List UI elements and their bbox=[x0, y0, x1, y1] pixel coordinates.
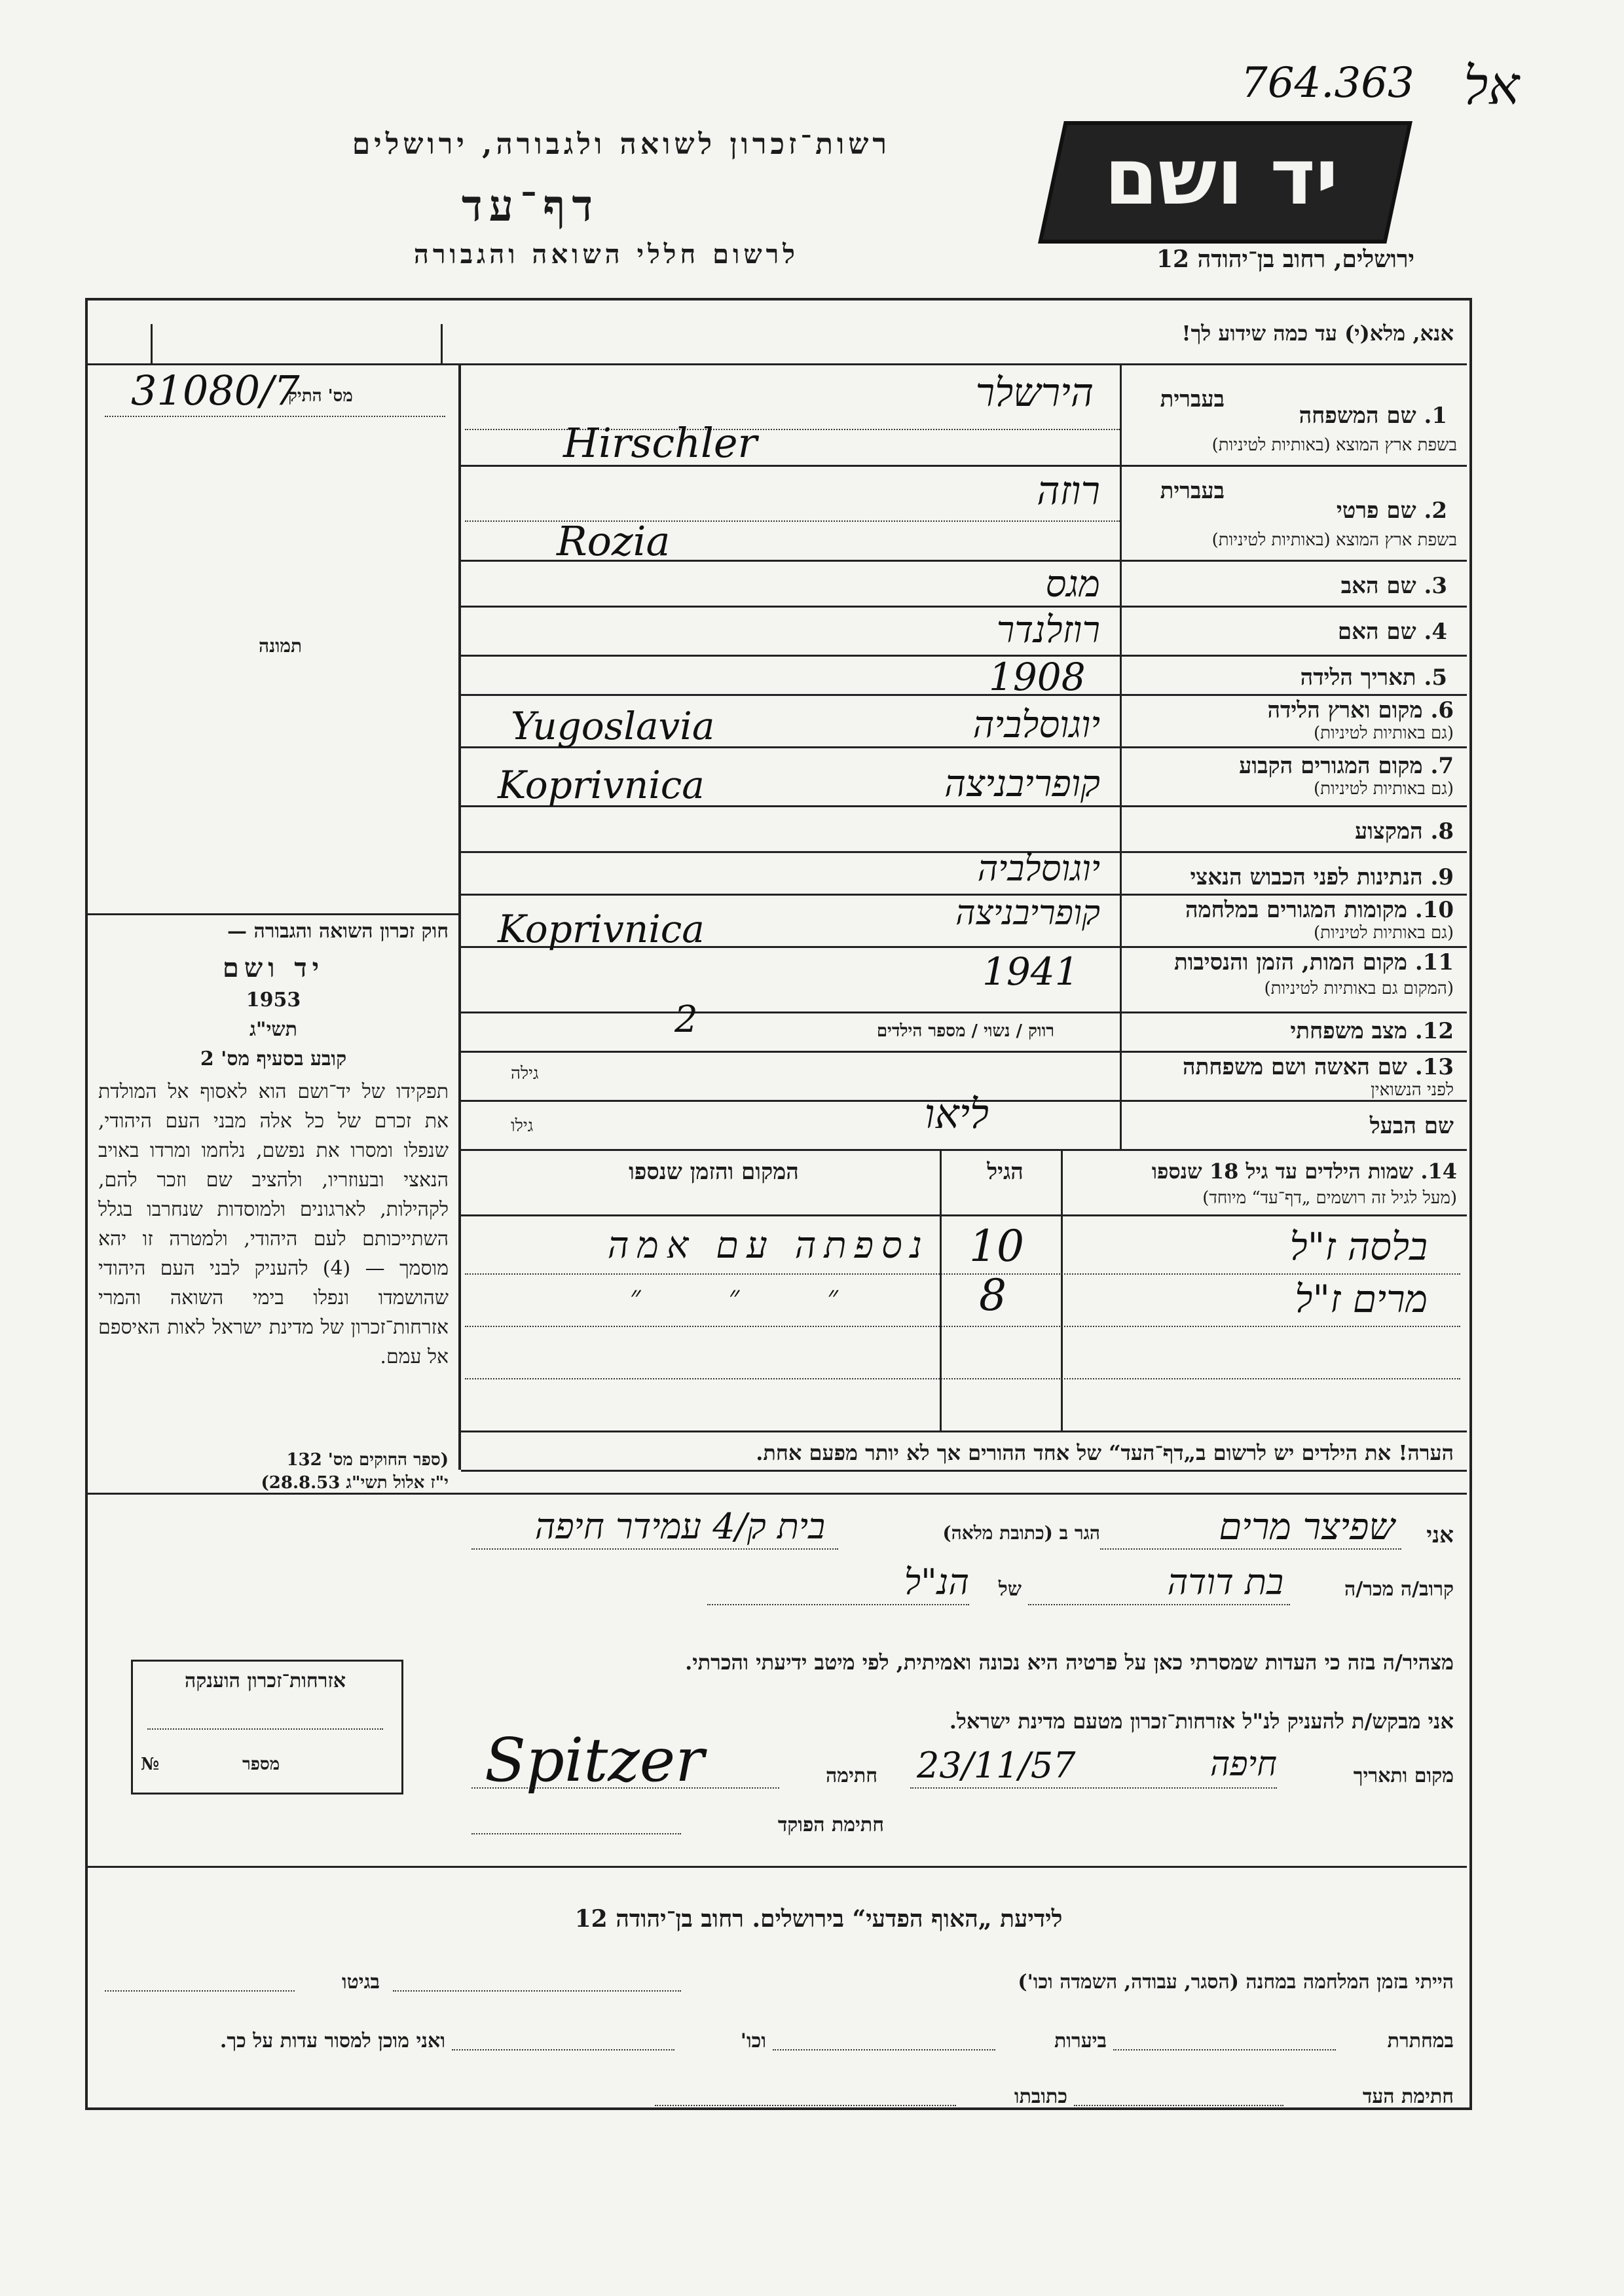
archive-box-top bbox=[88, 363, 461, 365]
archive-underline bbox=[105, 416, 445, 417]
row-line bbox=[461, 655, 1467, 657]
footer-address: כתובתו bbox=[1014, 2085, 1067, 2108]
law-heb-year: תשי"ג bbox=[249, 1018, 297, 1041]
relation-label: קרוב/ה מכר/ה bbox=[1344, 1578, 1454, 1601]
children-top bbox=[461, 1149, 1467, 1151]
footer-line-3-blank-2 bbox=[655, 2105, 956, 2106]
field-12-label: 12. מצב משפחתי bbox=[1290, 1018, 1454, 1044]
row-line bbox=[461, 1051, 1467, 1053]
footer-line-1-end: בגיטו bbox=[341, 1971, 380, 1994]
field-2-value-lat: Rozia bbox=[557, 517, 671, 565]
field-7-value-lat: Koprivnica bbox=[498, 763, 705, 807]
left-column-divider bbox=[458, 363, 461, 1470]
field-4-value: רוזלנדר bbox=[996, 609, 1100, 651]
children-sub: (מעל לגיל זה רושמים „דף־עד“ מיוחד) bbox=[1202, 1188, 1457, 1208]
place-date-label: מקום ותאריך bbox=[1353, 1764, 1454, 1787]
field-1-tag: בעברית bbox=[1160, 386, 1225, 412]
footer-line-2-blank-1 bbox=[1113, 2049, 1336, 2050]
law-name: יד ושם bbox=[222, 953, 325, 983]
field-10-value-lat: Koprivnica bbox=[498, 907, 705, 951]
note-text: הערה! את הילדים יש לרשום ב„דף־העד“ של אחד ההורים אך לא יותר מפעם אחת. bbox=[756, 1440, 1454, 1465]
field-3-label: 3. שם האב bbox=[1340, 573, 1447, 599]
footer-line-3-blank-1 bbox=[1074, 2105, 1283, 2106]
field-13-age-label: גילה bbox=[511, 1064, 539, 1084]
signature-value: Spitzer bbox=[485, 1725, 705, 1795]
children-col-2 bbox=[940, 1149, 942, 1430]
field-11-label: 11. מקום המות, הזמן והנסיבות bbox=[1173, 949, 1454, 975]
signature-line bbox=[471, 1787, 779, 1789]
footer-etc: וכו' bbox=[740, 2030, 766, 2052]
declarant-address-line bbox=[471, 1548, 838, 1550]
field-5-label: 5. תאריך הלידה bbox=[1300, 665, 1447, 691]
header-address: ירושלים, רחוב בן־יהודה 12 bbox=[1156, 246, 1414, 273]
of-value: הנ"ל bbox=[904, 1561, 969, 1603]
row-line bbox=[461, 606, 1467, 608]
children-col-1 bbox=[1061, 1149, 1063, 1430]
officer-signature-line bbox=[471, 1833, 681, 1834]
field-3-value: מגס bbox=[1045, 563, 1100, 606]
child-2-age: 8 bbox=[979, 1270, 1006, 1321]
law-source-2: י"ז אלול תשי"ג 28.8.53) bbox=[261, 1473, 449, 1493]
law-title: חוק זכרון השואה והגבורה — bbox=[227, 920, 449, 943]
relation-line bbox=[1028, 1604, 1290, 1605]
declarant-name: שפיצר מרים bbox=[1219, 1506, 1395, 1548]
row-line bbox=[461, 1011, 1467, 1013]
children-row-line bbox=[465, 1326, 1460, 1327]
husband-value: ליאו bbox=[924, 1090, 989, 1138]
footer-line-1-blank bbox=[393, 1990, 681, 1992]
footer-top-line bbox=[88, 1866, 1467, 1868]
archive-label: מס' התיק bbox=[288, 386, 353, 406]
form-subtitle: לרשום חללי השואה והגבורה bbox=[413, 239, 799, 270]
field-9-label: 9. הנתינות לפני הכבוש הנאצי bbox=[1190, 864, 1454, 890]
field-1-sub: בשפת ארץ המוצא (באותיות לטיניות) bbox=[1211, 435, 1457, 455]
photo-label: תמונה bbox=[259, 635, 303, 657]
field-10-value-he: קופריבניצה bbox=[955, 894, 1100, 933]
of-line bbox=[707, 1604, 969, 1605]
law-year: 1953 bbox=[246, 989, 301, 1011]
signature-label: חתימה bbox=[826, 1764, 877, 1787]
field-6-value-he: יוגוסלביה bbox=[972, 704, 1100, 746]
archive-number-handwritten: 764.363 bbox=[1241, 59, 1414, 107]
archive-ticks bbox=[151, 324, 443, 363]
field-2-value-he: רוזה bbox=[1037, 468, 1100, 514]
field-12-options: רווק / נשוי / מספר הילדים bbox=[876, 1021, 1054, 1041]
row-line bbox=[461, 694, 1467, 696]
lower-section-line bbox=[88, 1493, 1467, 1495]
children-row-line bbox=[465, 1273, 1460, 1275]
officer-signature-label: חתימת הפוקד bbox=[777, 1813, 884, 1836]
certificate-box-title: אזרחות־זכרון הוענקה bbox=[184, 1669, 346, 1692]
children-place-header: המקום והזמן שנספו bbox=[629, 1159, 799, 1185]
date-value: 23/11/57 bbox=[917, 1745, 1076, 1786]
yad-vashem-logo: יד ושם bbox=[1104, 132, 1338, 222]
org-line: רשות־זכרון לשואה ולגבורה, ירושלים bbox=[352, 128, 891, 161]
field-2-tag: בעברית bbox=[1160, 478, 1225, 504]
field-7-sub: (גם באותיות לטיניות) bbox=[1313, 779, 1454, 799]
note-bottom-line bbox=[461, 1470, 1467, 1472]
field-1-label: 1. שם המשפחה bbox=[1299, 403, 1447, 429]
footer-title: לידיעת „האוף הפדעי“ בירושלים. רחוב בן־יהודה 12 bbox=[574, 1905, 1063, 1933]
child-1-name: בלסה ז"ל bbox=[1289, 1224, 1428, 1269]
sidebar-top-line bbox=[88, 913, 458, 915]
children-header-line bbox=[461, 1214, 1467, 1216]
label-column-divider bbox=[1120, 363, 1122, 1149]
request-line: אנא, מלא(י) עד כמה שידוע לך! bbox=[1181, 321, 1454, 346]
husband-age-label: גילו bbox=[511, 1116, 534, 1136]
footer-willing: ואני מוכן למסור עדות על כך. bbox=[219, 2030, 445, 2052]
declarant-i-label: אני bbox=[1426, 1522, 1454, 1548]
field-10-sub: (גם באותיות לטיניות) bbox=[1313, 923, 1454, 943]
note-top-line bbox=[461, 1430, 1467, 1432]
field-8-label: 8. המקצוע bbox=[1354, 818, 1454, 845]
child-2-place: ״ ״ ״ bbox=[629, 1280, 877, 1313]
footer-line-1: הייתי בזמן המלחמה במחנה (הסגר, עבודה, השמדה וכו') bbox=[1018, 1971, 1454, 1994]
field-7-label: 7. מקום המגורים הקבוע bbox=[1239, 753, 1454, 779]
field-7-value-he: קופריבניצה bbox=[944, 763, 1100, 805]
law-text: תפקידו של יד־ושם הוא לאסוף אל המולדת את זכרם של כל אלה מבני העם היהודי, שנפלו ומסרו את נפשם, נלחמו ומרדו באויב הנאצי ובעוזריו, ולהציב שם וזכר להם, לקהילות, לארגונים ולמוסדות שנחרבו בגלל השתייכותם לעם היהודי, ולמטרה זו יהא מוסמך — (4) להעניק לבני העם היהודי שהושמדו ונפלו בימי השואה והמרי אזרחות־זכרון של מדינת ישראל לאות האיספם אל עמם. bbox=[98, 1080, 449, 1368]
place-value: חיפה bbox=[1209, 1745, 1277, 1784]
law-clause: קובע בסעיף מס' 2 bbox=[200, 1048, 347, 1070]
footer-line-2-blank-2 bbox=[773, 2049, 995, 2050]
field-1-value-he: הירשלר bbox=[975, 370, 1094, 416]
field-6-value-lat: Yugoslavia bbox=[511, 704, 715, 748]
declarant-resides-label: הגר ב (כתובת מלאה) bbox=[942, 1522, 1100, 1544]
field-13-label: 13. שם האשה ושם משפחתה bbox=[1183, 1054, 1454, 1080]
field-13-sub: לפני הנשואין bbox=[1371, 1080, 1454, 1100]
children-age-header: הגיל bbox=[987, 1159, 1024, 1185]
field-12-value: 2 bbox=[674, 998, 698, 1041]
field-4-label: 4. שם האם bbox=[1337, 619, 1447, 645]
declarant-name-line bbox=[1100, 1548, 1401, 1550]
field-6-sub: (גם באותיות לטיניות) bbox=[1313, 723, 1454, 743]
certificate-box-no-label: מספר bbox=[242, 1755, 280, 1774]
husband-label: שם הבעל bbox=[1369, 1113, 1454, 1139]
place-date-line bbox=[910, 1787, 1277, 1789]
of-label: של bbox=[998, 1578, 1022, 1601]
footer-underground: במחתרת bbox=[1387, 2030, 1454, 2052]
field-11-sub: (המקום גם באותיות לטיניות) bbox=[1264, 979, 1454, 998]
request-cert-text: אני מבקש/ת להעניק לנ"ל אזרחות־זכרון מטעם מדינת ישראל. bbox=[949, 1709, 1454, 1734]
footer-witness-signature: חתימת העד bbox=[1362, 2085, 1454, 2108]
children-label: 14. שמות הילדים עד גיל 18 שנספו bbox=[1151, 1159, 1457, 1184]
footer-line-1-blank-2 bbox=[105, 1990, 295, 1992]
child-2-name: מרים ז"ל bbox=[1295, 1277, 1428, 1321]
declaration-text: מצהיר/ה בזה כי העדות שמסרתי כאן על פרטיה היא נכונה ואמיתית, לפי מיטב ידיעתי והכרתי. bbox=[685, 1650, 1454, 1675]
field-6-label: 6. מקום וארץ הלידה bbox=[1267, 697, 1454, 723]
form-title: דף־עד bbox=[461, 180, 600, 231]
corner-mark-handwritten: אל bbox=[1464, 56, 1520, 117]
child-1-age: 10 bbox=[969, 1221, 1024, 1271]
field-2-label: 2. שם פרטי bbox=[1336, 498, 1447, 524]
field-1-value-lat: Hirschler bbox=[563, 419, 758, 467]
certificate-box-line bbox=[147, 1728, 383, 1730]
declarant-address: בית ק/4 עמידר חיפה bbox=[534, 1506, 825, 1547]
child-1-place: נספתה עם אמה bbox=[607, 1224, 930, 1267]
footer-line-2-blank-3 bbox=[452, 2049, 674, 2050]
field-10-label: 10. מקומות המגורים במלחמה bbox=[1185, 897, 1454, 923]
field-2-sub: בשפת ארץ המוצא (באותיות לטיניות) bbox=[1211, 530, 1457, 550]
law-source: (ספר החוקים מס' 132 bbox=[286, 1450, 449, 1470]
relation-value: בת דודה bbox=[1167, 1561, 1283, 1603]
archive-value: 31080/7 bbox=[131, 367, 300, 414]
field-5-value: 1908 bbox=[989, 655, 1086, 699]
certificate-box-no: № bbox=[141, 1755, 160, 1774]
row-line bbox=[461, 363, 1467, 365]
footer-forests: ביערות bbox=[1054, 2030, 1107, 2052]
children-row-line bbox=[465, 1378, 1460, 1379]
field-11-value: 1941 bbox=[982, 949, 1079, 994]
field-9-value: יוגוסלביה bbox=[977, 848, 1100, 889]
